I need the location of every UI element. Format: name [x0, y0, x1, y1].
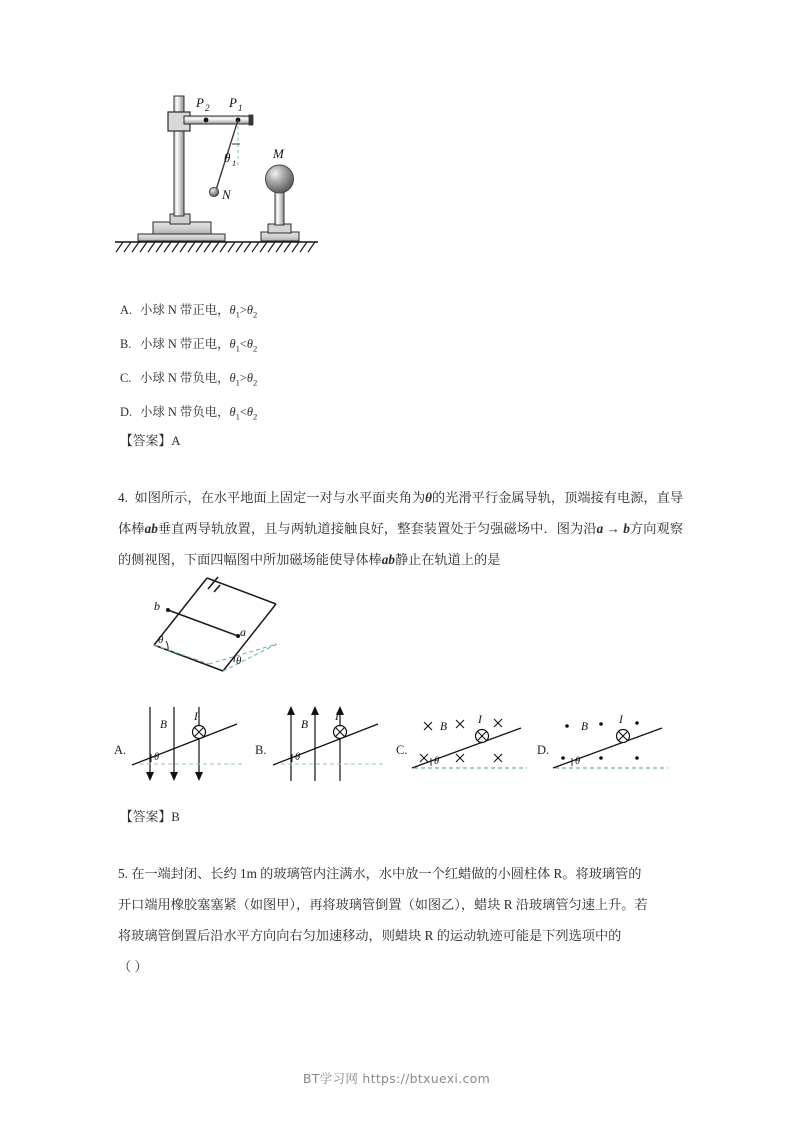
q3-answer-value: A: [171, 434, 181, 448]
q4-option-b-i-label: I: [335, 711, 339, 723]
q3-option-c-rel: >: [239, 371, 247, 385]
q3-option-b-sym-left: θ: [229, 337, 236, 351]
q4-option-b-label: B.: [255, 743, 267, 757]
incline-line: [553, 728, 662, 768]
question-4-text: [118, 482, 683, 575]
q4-number: 4.: [118, 490, 128, 505]
incline-line: [273, 724, 378, 765]
incline-line: [412, 728, 521, 768]
q4-option-a-b-label: B: [160, 719, 168, 731]
q3-option-b-sym-right: θ: [246, 337, 254, 351]
q4-option-c-theta-label: θ: [434, 756, 440, 767]
label-n: N: [222, 187, 231, 202]
q4-line1-a: 如图所示，在水平地面上固定一对与水平面夹角为: [134, 490, 426, 505]
q4-line3-a: 沿: [583, 521, 597, 536]
q4-option-d-i-label: I: [619, 714, 623, 726]
q3-option-a-sym-left: θ: [229, 303, 236, 317]
q4-option-a[interactable]: [112, 702, 257, 787]
q5-line-2: 开口端用橡胶塞塞紧（如图甲），再将玻璃管倒置（如图乙），蜡块 R 沿玻璃管匀速上升。若: [118, 897, 648, 912]
q4-option-b-b-label: B: [301, 719, 309, 731]
q4-answer-prefix: 【答案】: [120, 810, 172, 824]
q4-option-a-label: A.: [114, 743, 127, 757]
q3-option-a-label: A.: [120, 303, 133, 317]
q3-option-d-rel: <: [239, 405, 247, 419]
label-m: M: [273, 146, 284, 161]
q3-option-c-text: 小球 N 带负电，: [140, 371, 230, 385]
q4-ab-2: ab: [381, 552, 395, 567]
q4-option-c[interactable]: [394, 702, 539, 787]
q3-option-b-rel: <: [239, 337, 247, 351]
q3-option-a-text: 小球 N 带正电，: [140, 303, 230, 317]
q4-line2-a: 源，直导体棒: [118, 490, 684, 536]
q3-option-c[interactable]: C. 小球 N 带负电，$\theta_1>\theta_2$: [120, 371, 258, 388]
q3-option-d-sym-right: θ: [246, 405, 254, 419]
q5-answer-blank: （ ）: [118, 959, 148, 974]
q3-answer: [120, 430, 180, 449]
stand-base: [138, 214, 225, 241]
q4-answer-value: B: [171, 810, 180, 824]
q4-option-c-label: C.: [396, 743, 408, 757]
q4-option-d[interactable]: [535, 702, 680, 787]
q3-option-d-sym-left: θ: [229, 405, 236, 419]
label-theta1: θ: [224, 150, 231, 165]
ball-n: [209, 187, 218, 196]
q3-option-a-sym-right: θ: [246, 303, 254, 317]
q3-option-c-sym-right: θ: [246, 371, 254, 385]
label-theta-upper: θ: [158, 634, 164, 646]
q4-option-a-i-label: I: [194, 711, 198, 723]
label-a-incline: a: [240, 625, 246, 639]
q3-option-d-text: 小球 N 带负电，: [140, 405, 230, 419]
svg-text:2: 2: [205, 103, 210, 113]
point-b: [166, 608, 170, 612]
current-into-page-marker: [617, 730, 630, 743]
q4-line2-b: 垂直两导轨放置，且与两轨道接触良好，整套装置处于匀强磁场中．图为: [157, 521, 584, 536]
q5-number: 5.: [118, 866, 128, 881]
q5-line-3: 将玻璃管倒置后沿水平方向向右匀加速移动，则蜡块 R 的运动轨迹可能是下列选项中的: [118, 928, 622, 943]
ground-hatching: [115, 242, 318, 252]
horizontal-reference-plane: [154, 644, 277, 671]
q4-line3-b: 方向观察的侧视图，下面四幅图中所加磁场能使导体棒: [118, 521, 684, 567]
inclined-rails-3d-figure: [110, 572, 320, 687]
current-into-page-marker: [476, 730, 489, 743]
q3-option-b-text: 小球 N 带正电，: [140, 337, 230, 351]
horizontal-bar: [184, 116, 252, 124]
q5-line-1: [118, 858, 683, 889]
sphere-m: [266, 165, 294, 193]
electrostatics-stand-figure: [110, 82, 340, 267]
q3-option-b-label: B.: [120, 337, 132, 351]
incline-line: [132, 724, 237, 765]
footer-watermark: BT学习网 https://btxuexi.com: [302, 1071, 491, 1086]
current-into-page-marker: [334, 726, 347, 739]
question-5-text: [118, 858, 683, 982]
q4-option-c-i-label: I: [478, 714, 482, 726]
q4-option-b-theta-label: θ: [295, 752, 301, 763]
field-crosses-into-page: [420, 719, 502, 762]
q3-option-a[interactable]: A. 小球 N 带正电，$\theta_1>\theta_2$: [120, 303, 258, 320]
svg-text:1: 1: [238, 103, 243, 113]
q3-option-b[interactable]: B. 小球 N 带正电，$\theta_1<\theta_2$: [120, 337, 258, 354]
q3-option-a-rel: >: [239, 303, 247, 317]
q3-option-c-label: C.: [120, 371, 132, 385]
label-b-incline: b: [154, 599, 160, 613]
q4-a-to-b: a → b: [596, 521, 630, 536]
q4-option-d-b-label: B: [581, 721, 589, 733]
q4-option-c-b-label: B: [440, 721, 448, 733]
q4-ab-1: ab: [144, 521, 158, 536]
q3-option-d-label: D.: [120, 405, 133, 419]
q5-line1: 在一端封闭、长约 1m 的玻璃管内注满水，水中放一个红蜡做的小圆柱体 R。将玻璃管的: [131, 866, 642, 881]
sphere-m-stand: [261, 165, 299, 241]
q4-option-a-theta-label: θ: [154, 752, 160, 763]
q4-option-b[interactable]: [253, 702, 398, 787]
q3-option-c-sym-left: θ: [229, 371, 236, 385]
q3-answer-prefix: 【答案】: [120, 434, 172, 448]
q4-option-d-label: D.: [537, 743, 550, 757]
q4-option-d-theta-label: θ: [575, 756, 581, 767]
q4-theta: θ: [425, 490, 433, 505]
q4-line3-c: 静止在轨道上的是: [394, 552, 501, 567]
current-into-page-marker: [193, 726, 206, 739]
label-p1: P: [229, 95, 237, 110]
svg-text:1: 1: [232, 158, 237, 168]
q3-option-d[interactable]: D. 小球 N 带负电，$\theta_1<\theta_2$: [120, 405, 258, 422]
angle-arc-upper: [166, 641, 168, 650]
label-theta-lower: θ: [236, 655, 242, 667]
q4-answer: [120, 806, 180, 825]
label-p2: P: [196, 95, 204, 110]
point-p2: [204, 118, 209, 123]
q4-line1-b: 的光滑平行金属导轨，顶端接有电: [432, 490, 631, 505]
